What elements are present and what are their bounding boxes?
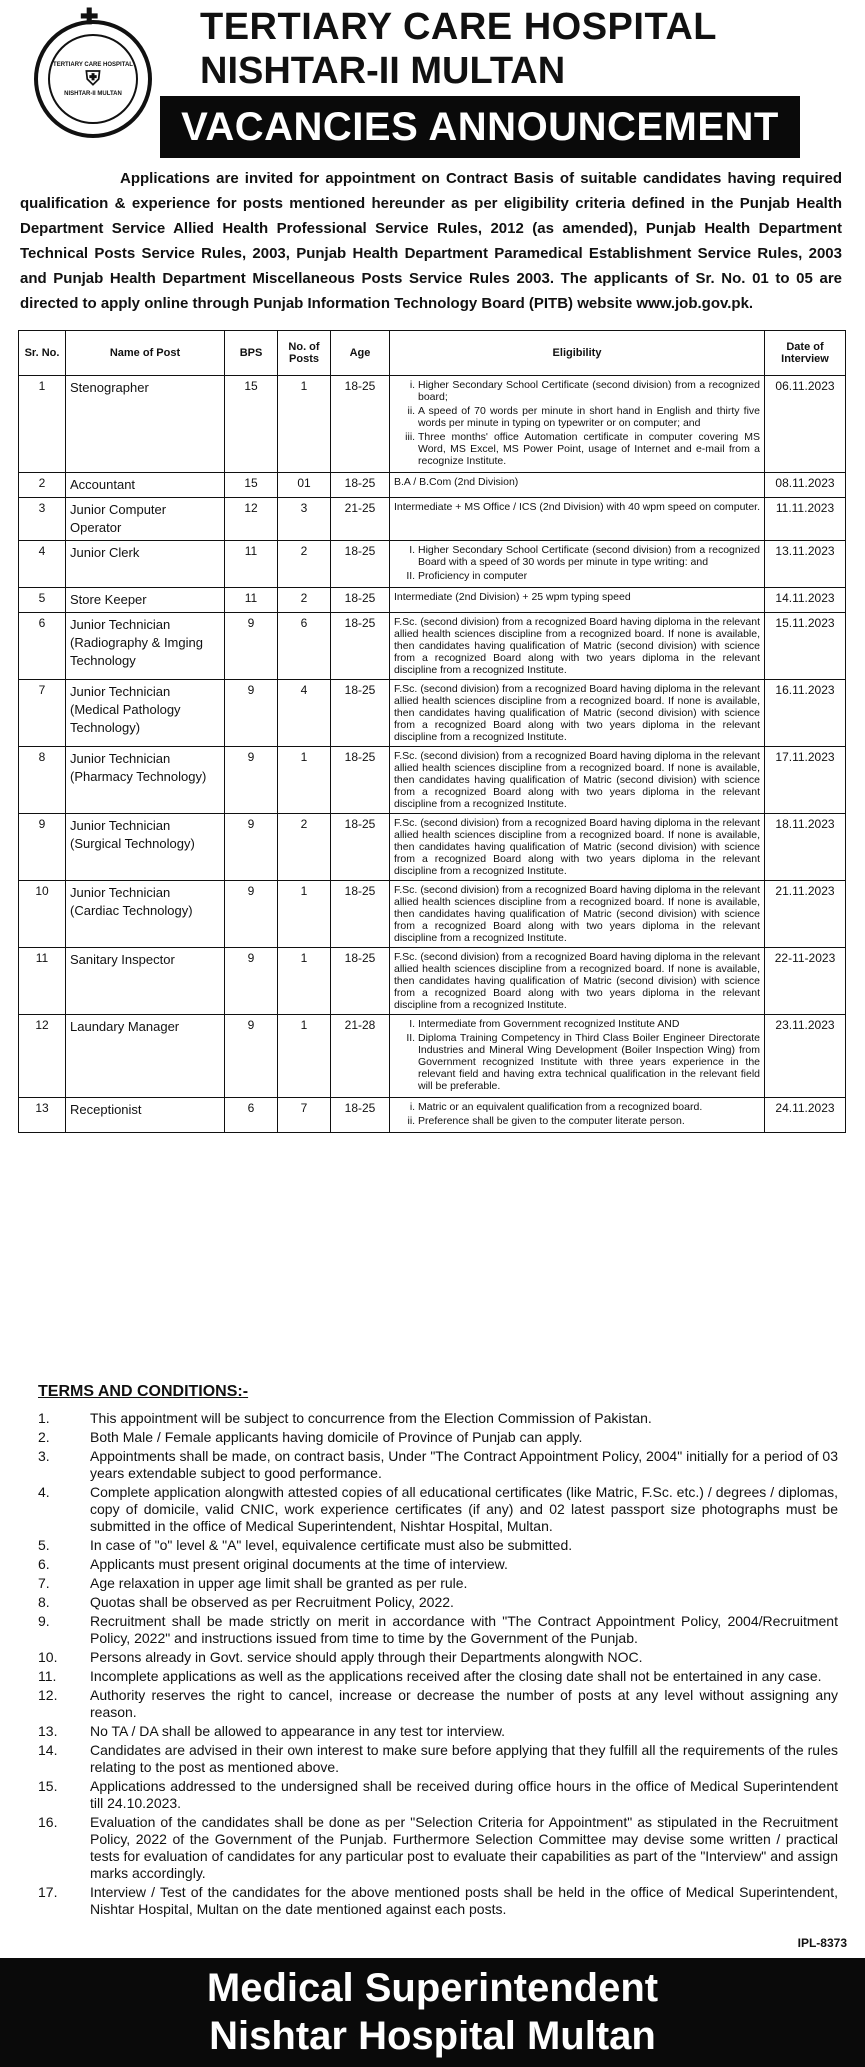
term-item bbox=[38, 1814, 838, 1882]
term-number: 17. bbox=[38, 1884, 58, 1900]
table-row bbox=[19, 376, 846, 473]
eligibility-text: Intermediate (2nd Division) + 25 wpm typing speed bbox=[394, 591, 631, 603]
logo-emblem bbox=[48, 34, 138, 124]
eligibility-text: F.Sc. (second division) from a recognized Board having diploma in the relevant allied health sciences discipline from a recognized board. If none is available, then candidates having qualification of Matric (second division) with science from a recognized Board along with two years diploma in the relevant discipline from a recognized Institute. bbox=[394, 683, 760, 743]
term-number: 15. bbox=[38, 1778, 58, 1794]
cell-bps: 6 bbox=[225, 1098, 278, 1133]
eligibility-text: B.A / B.Com (2nd Division) bbox=[394, 476, 519, 488]
cell-date: 18.11.2023 bbox=[765, 814, 846, 881]
cell-bps: 15 bbox=[225, 473, 278, 498]
term-number: 3. bbox=[38, 1448, 50, 1464]
cell-sr: 10 bbox=[19, 881, 66, 948]
table-row bbox=[19, 541, 846, 588]
cell-sr: 3 bbox=[19, 498, 66, 541]
cell-eligibility bbox=[390, 747, 765, 814]
table-row bbox=[19, 498, 846, 541]
cell-eligibility bbox=[390, 814, 765, 881]
term-number: 9. bbox=[38, 1613, 50, 1629]
term-item bbox=[38, 1484, 838, 1535]
table-row bbox=[19, 881, 846, 948]
cell-sr: 12 bbox=[19, 1015, 66, 1098]
cell-post-name: Junior Technician (Pharmacy Technology) bbox=[66, 747, 225, 814]
cell-date: 23.11.2023 bbox=[765, 1015, 846, 1098]
cell-date: 11.11.2023 bbox=[765, 498, 846, 541]
cell-date: 13.11.2023 bbox=[765, 541, 846, 588]
eligibility-list bbox=[394, 1101, 760, 1127]
eligibility-text: F.Sc. (second division) from a recognized Board having diploma in the relevant allied health sciences discipline from a recognized board. If none is available, then candidates having qualification of Matric (second division) with science from a recognized Board along with two years diploma in the relevant discipline from a recognized Institute. bbox=[394, 884, 760, 944]
term-item bbox=[38, 1448, 838, 1482]
cell-date: 22-11-2023 bbox=[765, 948, 846, 1015]
term-text: Appointments shall be made, on contract basis, Under "The Contract Appointment Policy, 2004" initially for a period of 03 years extendable subject to good performance. bbox=[90, 1448, 838, 1481]
cell-post-name: Junior Technician (Radiography & Imging Technology bbox=[66, 613, 225, 680]
cell-age: 18-25 bbox=[331, 376, 390, 473]
eligibility-item: ii. A speed of 70 words per minute in short hand in English and thirty five words per minute in typing on typewriter or on computer; and bbox=[418, 405, 760, 429]
term-text: Recruitment shall be made strictly on merit in accordance with "The Contract Appointment Policy, 2004/Recruitment Policy, 2022" and instructions issued from time to time by the Government of the Punjab. bbox=[90, 1613, 838, 1646]
logo-text-bottom: NISHTAR-II MULTAN bbox=[64, 90, 122, 97]
cell-date: 08.11.2023 bbox=[765, 473, 846, 498]
term-item bbox=[38, 1649, 838, 1666]
terms-title: TERMS AND CONDITIONS:- bbox=[38, 1383, 249, 1400]
cell-post-name: Stenographer bbox=[66, 376, 225, 473]
footer-line1: Medical Superintendent bbox=[206, 1966, 659, 2010]
table-row bbox=[19, 680, 846, 747]
cell-posts: 2 bbox=[278, 814, 331, 881]
eligibility-item: ii. Preference shall be given to the computer literate person. bbox=[418, 1115, 760, 1127]
eligibility-list bbox=[394, 1018, 760, 1092]
cell-age: 18-25 bbox=[331, 948, 390, 1015]
term-number: 11. bbox=[38, 1668, 57, 1684]
cell-post-name: Accountant bbox=[66, 473, 225, 498]
cell-post-name: Junior Technician (Cardiac Technology) bbox=[66, 881, 225, 948]
term-item bbox=[38, 1556, 838, 1573]
cell-age: 18-25 bbox=[331, 1098, 390, 1133]
cell-post-name: Junior Clerk bbox=[66, 541, 225, 588]
cell-posts: 2 bbox=[278, 541, 331, 588]
cell-sr: 7 bbox=[19, 680, 66, 747]
term-item bbox=[38, 1778, 838, 1812]
term-number: 5. bbox=[38, 1537, 50, 1553]
cell-age: 18-25 bbox=[331, 680, 390, 747]
term-text: In case of "o" level & "A" level, equivalence certificate must also be submitted. bbox=[90, 1537, 573, 1553]
footer-line2: Nishtar Hospital Multan bbox=[209, 2014, 656, 2058]
header-age: Age bbox=[331, 331, 390, 376]
shield-icon: ⛨ bbox=[85, 67, 101, 90]
cell-eligibility bbox=[390, 948, 765, 1015]
term-number: 6. bbox=[38, 1556, 50, 1572]
term-item bbox=[38, 1537, 838, 1554]
cell-age: 18-25 bbox=[331, 613, 390, 680]
cell-bps: 9 bbox=[225, 747, 278, 814]
cell-eligibility bbox=[390, 541, 765, 588]
eligibility-list bbox=[394, 544, 760, 582]
header-bps: BPS bbox=[225, 331, 278, 376]
header-eligibility: Eligibility bbox=[390, 331, 765, 376]
eligibility-item: II. Proficiency in computer bbox=[418, 570, 760, 582]
header-name: Name of Post bbox=[66, 331, 225, 376]
cell-eligibility bbox=[390, 1015, 765, 1098]
term-item bbox=[38, 1884, 838, 1918]
term-text: Complete application alongwith attested copies of all educational certificates (like Matric, F.Sc. etc.) / degrees / diplomas, copy of domicile, valid CNIC, work experience certificates (if any) and 02 latest passport size photographs must be submitted in the office of Medical Superintendent, Nishtar Hospital, Multan. bbox=[90, 1484, 838, 1534]
cell-posts: 4 bbox=[278, 680, 331, 747]
eligibility-item: II. Diploma Training Competency in Third Class Boiler Engineer Directorate Industries and Mineral Wing Development (Boiler Inspection Wing) from Government recognized Institute with three years experience in the relevant field and having extra technical qualification in the relevant field will be preferable. bbox=[418, 1032, 760, 1092]
cell-eligibility bbox=[390, 1098, 765, 1133]
cell-sr: 5 bbox=[19, 588, 66, 613]
cell-posts: 1 bbox=[278, 881, 331, 948]
table-row bbox=[19, 1015, 846, 1098]
cell-bps: 9 bbox=[225, 680, 278, 747]
footer-banner bbox=[0, 1958, 865, 2067]
cell-sr: 9 bbox=[19, 814, 66, 881]
term-item bbox=[38, 1410, 838, 1427]
cell-date: 24.11.2023 bbox=[765, 1098, 846, 1133]
term-item bbox=[38, 1429, 838, 1446]
cell-sr: 4 bbox=[19, 541, 66, 588]
eligibility-text: F.Sc. (second division) from a recognized Board having diploma in the relevant allied health sciences discipline from a recognized board. If none is available, then candidates having qualification of Matric (second division) with science from a recognized Board along with two years diploma in the relevant discipline from a recognized Institute. bbox=[394, 951, 760, 1011]
table-header-row bbox=[19, 331, 846, 376]
cell-bps: 9 bbox=[225, 948, 278, 1015]
term-item bbox=[38, 1594, 838, 1611]
cell-posts: 1 bbox=[278, 376, 331, 473]
cell-eligibility bbox=[390, 498, 765, 541]
table-row bbox=[19, 814, 846, 881]
cell-bps: 9 bbox=[225, 1015, 278, 1098]
eligibility-text: Intermediate + MS Office / ICS (2nd Division) with 40 wpm speed on computer. bbox=[394, 501, 761, 513]
table-row bbox=[19, 747, 846, 814]
table-row bbox=[19, 588, 846, 613]
reference-number: IPL-8373 bbox=[797, 1936, 847, 1950]
term-item bbox=[38, 1668, 838, 1685]
cell-posts: 1 bbox=[278, 1015, 331, 1098]
cell-sr: 6 bbox=[19, 613, 66, 680]
term-item bbox=[38, 1687, 838, 1721]
cell-age: 18-25 bbox=[331, 473, 390, 498]
cell-eligibility bbox=[390, 376, 765, 473]
cell-date: 06.11.2023 bbox=[765, 376, 846, 473]
cell-post-name: Sanitary Inspector bbox=[66, 948, 225, 1015]
term-text: Candidates are advised in their own interest to make sure before applying that they fulfill all the requirements of the rules relating to the post as mentioned above. bbox=[90, 1742, 838, 1775]
cell-posts: 1 bbox=[278, 747, 331, 814]
table-row bbox=[19, 613, 846, 680]
cell-eligibility bbox=[390, 680, 765, 747]
cell-eligibility bbox=[390, 473, 765, 498]
cell-post-name: Store Keeper bbox=[66, 588, 225, 613]
cell-date: 17.11.2023 bbox=[765, 747, 846, 814]
term-text: Applicants must present original documents at the time of interview. bbox=[90, 1556, 508, 1572]
term-number: 10. bbox=[38, 1649, 58, 1665]
logo-text-top: TERTIARY CARE HOSPITAL bbox=[53, 61, 133, 68]
eligibility-item: I. Higher Secondary School Certificate (second division) from a recognized Board with a speed of 30 words per minute in type writing: and bbox=[418, 544, 760, 568]
cell-posts: 6 bbox=[278, 613, 331, 680]
eligibility-item: iii. Three months' office Automation certificate in computer covering MS Word, MS Excel, MS Power Point, usage of Internet and e-mail from a recognize Institute. bbox=[418, 431, 760, 467]
cell-bps: 11 bbox=[225, 541, 278, 588]
cell-post-name: Junior Technician (Surgical Technology) bbox=[66, 814, 225, 881]
cell-posts: 7 bbox=[278, 1098, 331, 1133]
cell-age: 18-25 bbox=[331, 541, 390, 588]
cell-posts: 1 bbox=[278, 948, 331, 1015]
cell-post-name: Receptionist bbox=[66, 1098, 225, 1133]
cell-bps: 9 bbox=[225, 613, 278, 680]
cell-bps: 11 bbox=[225, 588, 278, 613]
term-text: Both Male / Female applicants having domicile of Province of Punjab can apply. bbox=[90, 1429, 583, 1445]
header bbox=[0, 0, 865, 170]
term-number: 2. bbox=[38, 1429, 50, 1445]
cell-post-name: Junior Computer Operator bbox=[66, 498, 225, 541]
cell-age: 18-25 bbox=[331, 588, 390, 613]
eligibility-item: i. Matric or an equivalent qualification from a recognized board. bbox=[418, 1101, 760, 1113]
term-text: Authority reserves the right to cancel, increase or decrease the number of posts at any level without assigning any reason. bbox=[90, 1687, 838, 1720]
term-text: Evaluation of the candidates shall be done as per "Selection Criteria for Appointment" as stipulated in the Recruitment Policy, 2022 of the Government of the Punjab. Furthermore Selection Committee may devise some written / practical tests for evaluation of candidates for any particular post to evaluate their capabilities as part of the "Interview" and assign marks accordingly. bbox=[90, 1814, 838, 1881]
cell-date: 14.11.2023 bbox=[765, 588, 846, 613]
cell-posts: 01 bbox=[278, 473, 331, 498]
header-date: Date of Interview bbox=[765, 331, 846, 376]
header-posts: No. of Posts bbox=[278, 331, 331, 376]
cell-bps: 9 bbox=[225, 881, 278, 948]
hospital-logo bbox=[34, 20, 152, 138]
cell-age: 21-28 bbox=[331, 1015, 390, 1098]
header-sr: Sr. No. bbox=[19, 331, 66, 376]
vacancies-table bbox=[18, 330, 846, 1133]
term-item bbox=[38, 1723, 838, 1740]
eligibility-item: I. Intermediate from Government recognized Institute AND bbox=[418, 1018, 760, 1030]
cell-eligibility bbox=[390, 613, 765, 680]
term-item bbox=[38, 1742, 838, 1776]
cell-age: 21-25 bbox=[331, 498, 390, 541]
eligibility-item: i. Higher Secondary School Certificate (second division) from a recognized board; bbox=[418, 379, 760, 403]
term-number: 16. bbox=[38, 1814, 58, 1830]
cell-sr: 11 bbox=[19, 948, 66, 1015]
cell-sr: 8 bbox=[19, 747, 66, 814]
cell-posts: 3 bbox=[278, 498, 331, 541]
eligibility-list bbox=[394, 379, 760, 467]
cell-eligibility bbox=[390, 588, 765, 613]
cell-age: 18-25 bbox=[331, 814, 390, 881]
vacancies-banner: VACANCIES ANNOUNCEMENT bbox=[160, 96, 800, 158]
cell-date: 21.11.2023 bbox=[765, 881, 846, 948]
term-text: Interview / Test of the candidates for the above mentioned posts shall be held in the office of Medical Superintendent, Nishtar Hospital, Multan on the date mentioned against each posts. bbox=[90, 1884, 838, 1917]
term-text: This appointment will be subject to concurrence from the Election Commission of Pakistan. bbox=[90, 1410, 652, 1426]
eligibility-text: F.Sc. (second division) from a recognized Board having diploma in the relevant allied health sciences discipline from a recognized board. If none is available, then candidates having qualification of Matric (second division) with science from a recognized Board along with two years diploma in the relevant discipline from a recognized Institute. bbox=[394, 616, 760, 676]
term-number: 4. bbox=[38, 1484, 50, 1500]
cell-bps: 12 bbox=[225, 498, 278, 541]
table-row bbox=[19, 948, 846, 1015]
term-number: 7. bbox=[38, 1575, 50, 1591]
eligibility-text: F.Sc. (second division) from a recognized Board having diploma in the relevant allied health sciences discipline from a recognized board. If none is available, then candidates having qualification of Matric (second division) with science from a recognized Board along with two years diploma in the relevant discipline from a recognized Institute. bbox=[394, 750, 760, 810]
term-number: 14. bbox=[38, 1742, 58, 1758]
term-text: Age relaxation in upper age limit shall be granted as per rule. bbox=[90, 1575, 468, 1591]
title-line1: TERTIARY CARE HOSPITAL bbox=[200, 6, 717, 48]
term-item bbox=[38, 1575, 838, 1592]
term-number: 12. bbox=[38, 1687, 58, 1703]
table-row bbox=[19, 1098, 846, 1133]
cell-posts: 2 bbox=[278, 588, 331, 613]
cell-age: 18-25 bbox=[331, 747, 390, 814]
term-item bbox=[38, 1613, 838, 1647]
cell-eligibility bbox=[390, 881, 765, 948]
cell-post-name: Laundary Manager bbox=[66, 1015, 225, 1098]
term-text: No TA / DA shall be allowed to appearance in any test tor interview. bbox=[90, 1723, 506, 1739]
cell-date: 15.11.2023 bbox=[765, 613, 846, 680]
term-text: Incomplete applications as well as the applications received after the closing date shall not be entertained in any case. bbox=[90, 1668, 822, 1684]
eligibility-text: F.Sc. (second division) from a recognized Board having diploma in the relevant allied health sciences discipline from a recognized board. If none is available, then candidates having qualification of Matric (second division) with science from a recognized Board along with two years diploma in the relevant discipline from a recognized Institute. bbox=[394, 817, 760, 877]
term-text: Persons already in Govt. service should apply through their Departments alongwith NOC. bbox=[90, 1649, 643, 1665]
cell-bps: 9 bbox=[225, 814, 278, 881]
cell-bps: 15 bbox=[225, 376, 278, 473]
term-number: 13. bbox=[38, 1723, 58, 1739]
term-text: Quotas shall be observed as per Recruitment Policy, 2022. bbox=[90, 1594, 454, 1610]
term-number: 8. bbox=[38, 1594, 50, 1610]
terms-list bbox=[38, 1410, 838, 1920]
cross-icon: ✚ bbox=[80, 4, 99, 29]
cell-sr: 1 bbox=[19, 376, 66, 473]
cell-sr: 13 bbox=[19, 1098, 66, 1133]
term-number: 1. bbox=[38, 1410, 50, 1426]
cell-post-name: Junior Technician (Medical Pathology Technology) bbox=[66, 680, 225, 747]
title-line2: NISHTAR-II MULTAN bbox=[200, 50, 566, 92]
table-row bbox=[19, 473, 846, 498]
cell-sr: 2 bbox=[19, 473, 66, 498]
cell-age: 18-25 bbox=[331, 881, 390, 948]
term-text: Applications addressed to the undersigned shall be received during office hours in the office of Medical Superintendent till 24.10.2023. bbox=[90, 1778, 838, 1811]
cell-date: 16.11.2023 bbox=[765, 680, 846, 747]
intro-paragraph: Applications are invited for appointment on Contract Basis of suitable candidates having required qualification & experience for posts mentioned hereunder as per eligibility criteria defined in the Punjab Health Department Service Allied Health Professional Service Rules, 2012 (as amended), Punjab Health Department Technical Posts Service Rules, 2003, Punjab Health Department Paramedical Establishment Service Rules, 2003 and Punjab Health Department Miscellaneous Posts Service Rules 2003. The applicants of Sr. No. 01 to 05 are directed to apply online through Punjab Information Technology Board (PITB) website www.job.gov.pk. bbox=[20, 170, 842, 312]
